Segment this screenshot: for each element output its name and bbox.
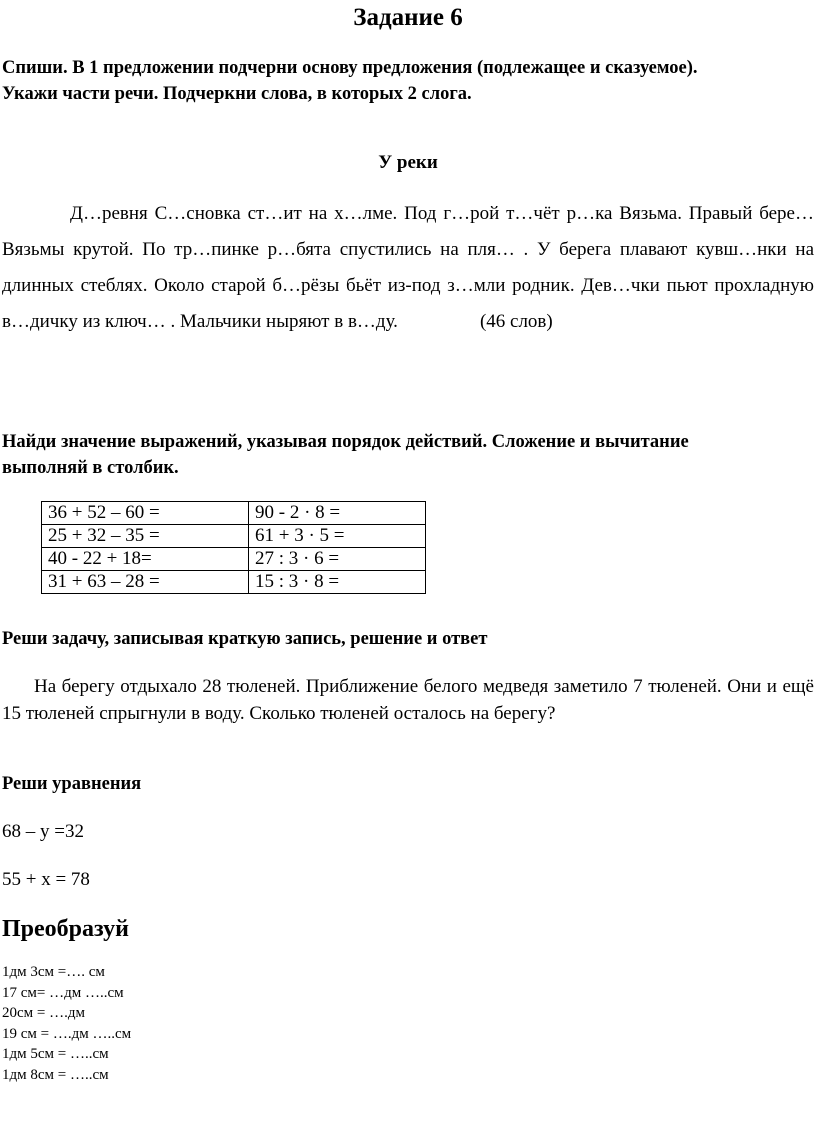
table-row xyxy=(42,571,426,594)
dictation-title: У реки xyxy=(378,152,438,173)
list-item: 17 см= …дм …..см xyxy=(2,984,124,1001)
equation-1: 68 – у =32 xyxy=(2,821,84,842)
task2-instruction xyxy=(2,429,814,481)
table-cell: 61 + 3 · 5 = xyxy=(249,525,426,548)
table-cell: 90 - 2 · 8 = xyxy=(249,502,426,525)
task1-instruction-line1: Спиши. В 1 предложении подчерни основу предложения (подлежащее и сказуемое). xyxy=(2,58,698,78)
page-title: Задание 6 xyxy=(353,4,463,31)
dictation-body: Д…ревня С…сновка ст…ит на х…лме. Под г…рой т…чёт р…ка Вязьма. Правый бере… Вязьмы крутой. По тр…пинке р…бята спустились на пля… . У берега плавают кувш…нки на длинных стеблях. Около старой б…рёзы бьёт из-под з…мли родник. Дев…чки пьют прохладную в…дичку из ключ… . Мальчики ныряют в в…ду. xyxy=(2,203,814,332)
task2-instruction-line2: выполняй в столбик. xyxy=(2,458,179,478)
dictation-text xyxy=(2,196,814,340)
task1-instruction-line2: Укажи части речи. Подчеркни слова, в которых 2 слога. xyxy=(2,84,472,104)
task2-instruction-line1: Найди значение выражений, указывая порядок действий. Сложение и вычитание xyxy=(2,432,689,452)
task1-instruction xyxy=(2,55,814,107)
table-cell: 40 - 22 + 18= xyxy=(42,548,249,571)
table-row xyxy=(42,548,426,571)
list-item: 1дм 3см =…. см xyxy=(2,964,105,980)
list-item: 20см = ….дм xyxy=(2,1005,85,1021)
table-cell: 31 + 63 – 28 = xyxy=(42,571,249,594)
task3-instruction: Реши задачу, записывая краткую запись, решение и ответ xyxy=(2,629,488,649)
table-cell: 25 + 32 – 35 = xyxy=(42,525,249,548)
list-item: 1дм 8см = …..см xyxy=(2,1066,109,1083)
table-cell: 27 : 3 · 6 = xyxy=(249,548,426,571)
word-problem: На берегу отдыхало 28 тюленей. Приближение белого медведя заметило 7 тюленей. Они и ещё 15 тюленей спрыгнули в воду. Сколько тюленей осталось на берегу? xyxy=(2,676,814,724)
task5-heading: Преобразуй xyxy=(2,916,129,942)
table-row xyxy=(42,502,426,525)
table-cell: 36 + 52 – 60 = xyxy=(42,502,249,525)
table-row xyxy=(42,525,426,548)
list-item: 1дм 5см = …..см xyxy=(2,1046,109,1062)
expressions-table xyxy=(41,501,426,594)
word-count: (46 слов) xyxy=(479,311,553,332)
list-item: 19 см = ….дм …..см xyxy=(2,1025,132,1042)
task4-instruction: Реши уравнения xyxy=(2,774,142,794)
table-cell: 15 : 3 · 8 = xyxy=(249,571,426,594)
equation-2: 55 + х = 78 xyxy=(2,869,90,890)
conversion-list xyxy=(2,962,131,1085)
